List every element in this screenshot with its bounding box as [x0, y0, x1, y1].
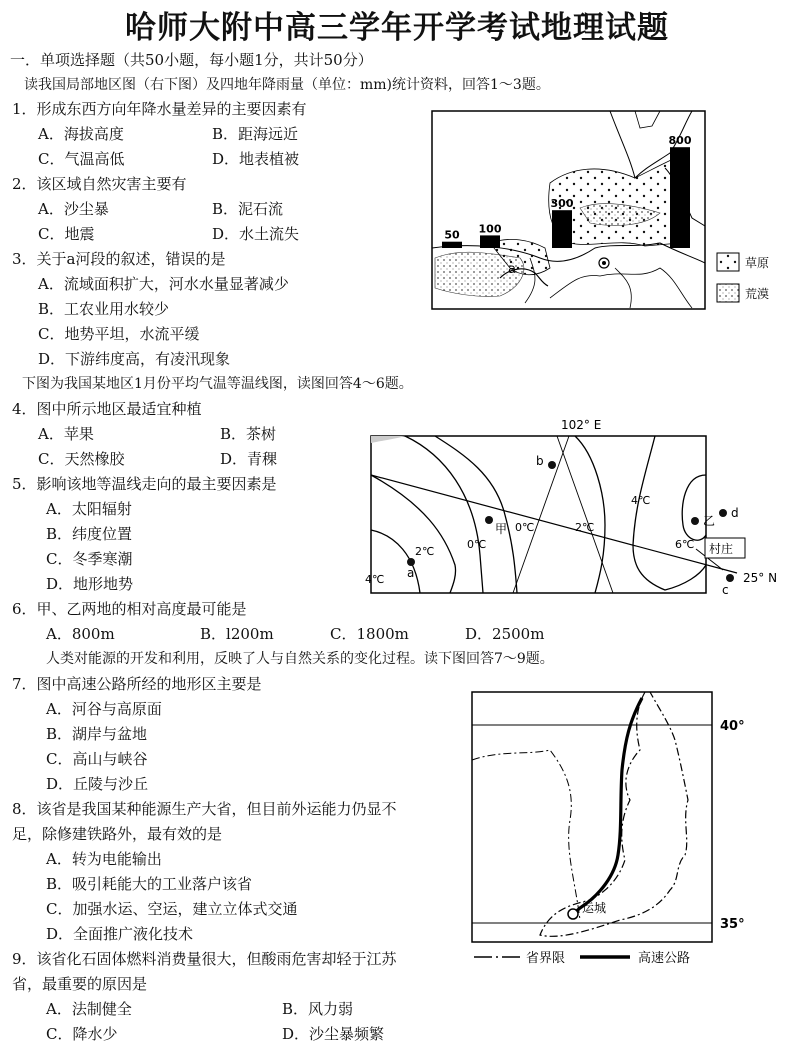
intro-text-1: 读我国局部地区图（右下图）及四地年降雨量（单位：mm)统计资料，回答1～3题。 [24, 77, 550, 93]
point-d [719, 509, 727, 517]
question-7-option-b[interactable]: B．湖岸与盆地 [46, 725, 148, 743]
question-6-option-b[interactable]: B．l200m [200, 625, 274, 643]
isotherm-label-2-left: 2℃ [415, 545, 435, 558]
question-7-option-d[interactable]: D．丘陵与沙丘 [46, 775, 149, 793]
point-a-label: a [407, 566, 415, 580]
question-1-option-d[interactable]: D．地表植被 [212, 150, 300, 168]
longitude-label: 102° E [561, 418, 602, 432]
question-6-stem: 6．甲、乙两地的相对高度最可能是 [12, 600, 247, 618]
legend-boundary-label: 省界限 [526, 951, 566, 966]
precip-bar-label-3: 300 [550, 197, 574, 211]
question-6-option-a[interactable]: A．800m [46, 625, 115, 643]
point-b [548, 461, 556, 469]
question-7-option-c[interactable]: C．高山与峡谷 [46, 750, 148, 768]
page-title: 哈师大附中高三学年开学考试地理试题 [125, 10, 669, 46]
question-1-option-c[interactable]: C．气温高低 [38, 150, 125, 168]
point-d-label: d [731, 506, 739, 520]
yuncheng-label: 运城 [582, 901, 607, 915]
question-4-option-d[interactable]: D．青稞 [220, 450, 278, 468]
question-2-option-b[interactable]: B．泥石流 [212, 200, 284, 218]
section-heading: 一．单项选择题（共50小题，每小题1分，共计50分） [10, 51, 373, 69]
latitude-35-label: 35° [720, 917, 745, 932]
legend-grassland-label: 草原 [745, 256, 770, 270]
isotherm-label-0-left: 0℃ [467, 538, 487, 551]
question-8-option-c[interactable]: C．加强水运、空运，建立立体式交通 [46, 900, 298, 918]
intro-text-2: 下图为我国某地区1月份平均气温等温线图，读图回答4～6题。 [22, 376, 413, 392]
question-2-option-c[interactable]: C．地震 [38, 225, 95, 243]
precip-bar-label-2: 100 [478, 222, 502, 236]
desert-legend-swatch [717, 284, 739, 302]
intro-text-3: 人类对能源的开发和利用，反映了人与自然关系的变化过程。读下图回答7～9题。 [46, 651, 554, 667]
precip-bar-2 [480, 235, 500, 248]
question-6-option-d[interactable]: D．2500m [465, 625, 545, 643]
question-4-option-a[interactable]: A．苹果 [38, 425, 94, 443]
question-9-option-c[interactable]: C．降水少 [46, 1025, 118, 1043]
precip-bar-3 [552, 210, 572, 248]
question-8-option-b[interactable]: B．吸引耗能大的工业落户该省 [46, 875, 253, 893]
precip-bar-label-4: 800 [668, 134, 692, 148]
question-4-option-c[interactable]: C．天然橡胶 [38, 450, 125, 468]
point-c [726, 574, 734, 582]
question-3-stem: 3．关于a河段的叙述，错误的是 [12, 250, 226, 268]
yuncheng-city-icon [568, 909, 578, 919]
question-5-option-d[interactable]: D．地形地势 [46, 575, 134, 593]
question-3-option-d[interactable]: D．下游纬度高，有凌汛现象 [38, 350, 231, 368]
isotherm-label-6: 6℃ [675, 538, 695, 551]
point-yi-label: 乙 [703, 514, 716, 528]
regional-precipitation-map [430, 108, 792, 316]
point-c-label: c [722, 583, 729, 597]
question-5-option-c[interactable]: C．冬季寒潮 [46, 550, 133, 568]
question-6-option-c[interactable]: C．1800m [330, 625, 409, 643]
question-9-stem-continued: 省，最重要的原因是 [12, 975, 148, 993]
question-1-stem: 1．形成东西方向年降水量差异的主要因素有 [12, 100, 307, 118]
isotherm-label-4-left: 4℃ [365, 573, 385, 586]
question-1-option-a[interactable]: A．海拔高度 [38, 125, 124, 143]
isotherm-label-4-right: 4℃ [631, 494, 651, 507]
river-a-label: a [508, 262, 516, 277]
question-3-option-a[interactable]: A．流域面积扩大，河水水量显著减少 [38, 275, 289, 293]
precip-bar-4 [670, 147, 690, 248]
point-yi [691, 517, 699, 525]
question-9-option-a[interactable]: A．法制健全 [46, 1000, 132, 1018]
grassland-legend-swatch [717, 253, 739, 271]
question-9-stem: 9．该省化石固体燃料消费量很大，但酸雨危害却轻于江苏 [12, 950, 397, 968]
point-jia [485, 516, 493, 524]
question-9-option-d[interactable]: D．沙尘暴频繁 [282, 1025, 385, 1043]
question-5-option-a[interactable]: A．太阳辐射 [46, 500, 132, 518]
latitude-label: 25° N [743, 571, 778, 585]
question-1-option-b[interactable]: B．距海远近 [212, 125, 299, 143]
question-2-option-a[interactable]: A．沙尘暴 [38, 200, 109, 218]
question-2-stem: 2．该区域自然灾害主要有 [12, 175, 187, 193]
question-8-stem-continued: 足，除修建铁路外，最有效的是 [12, 825, 223, 843]
village-label: 村庄 [709, 542, 734, 556]
question-2-option-d[interactable]: D．水土流失 [212, 225, 300, 243]
question-7-stem: 7．图中高速公路所经的地形区主要是 [12, 675, 262, 693]
question-4-option-b[interactable]: B．茶树 [220, 425, 277, 443]
province-expressway-map [470, 690, 780, 980]
question-3-option-c[interactable]: C．地势平坦，水流平缓 [38, 325, 200, 343]
isotherm-label-0-right: 0℃ [515, 521, 535, 534]
legend-expressway-label: 高速公路 [638, 951, 691, 966]
question-3-option-b[interactable]: B．工农业用水较少 [38, 300, 170, 318]
precip-bar-label-1: 50 [444, 228, 460, 242]
point-b-label: b [536, 454, 544, 468]
legend-desert-label: 荒漠 [745, 287, 770, 301]
question-8-option-a[interactable]: A．转为电能输出 [46, 850, 162, 868]
question-8-option-d[interactable]: D．全面推广液化技术 [46, 925, 194, 943]
isotherm-label-2-right: 2℃ [575, 521, 595, 534]
point-jia-label: 甲 [495, 522, 508, 536]
question-5-option-b[interactable]: B．纬度位置 [46, 525, 133, 543]
precip-bar-1 [442, 242, 462, 248]
question-4-stem: 4．图中所示地区最适宜种植 [12, 400, 202, 418]
point-a [407, 558, 415, 566]
question-8-stem: 8．该省是我国某种能源生产大省，但目前外运能力仍显不 [12, 800, 397, 818]
question-9-option-b[interactable]: B．风力弱 [282, 1000, 354, 1018]
question-5-stem: 5．影响该地等温线走向的最主要因素是 [12, 475, 277, 493]
isotherm-map [365, 415, 791, 600]
latitude-40-label: 40° [720, 719, 745, 734]
question-7-option-a[interactable]: A．河谷与高原面 [46, 700, 162, 718]
